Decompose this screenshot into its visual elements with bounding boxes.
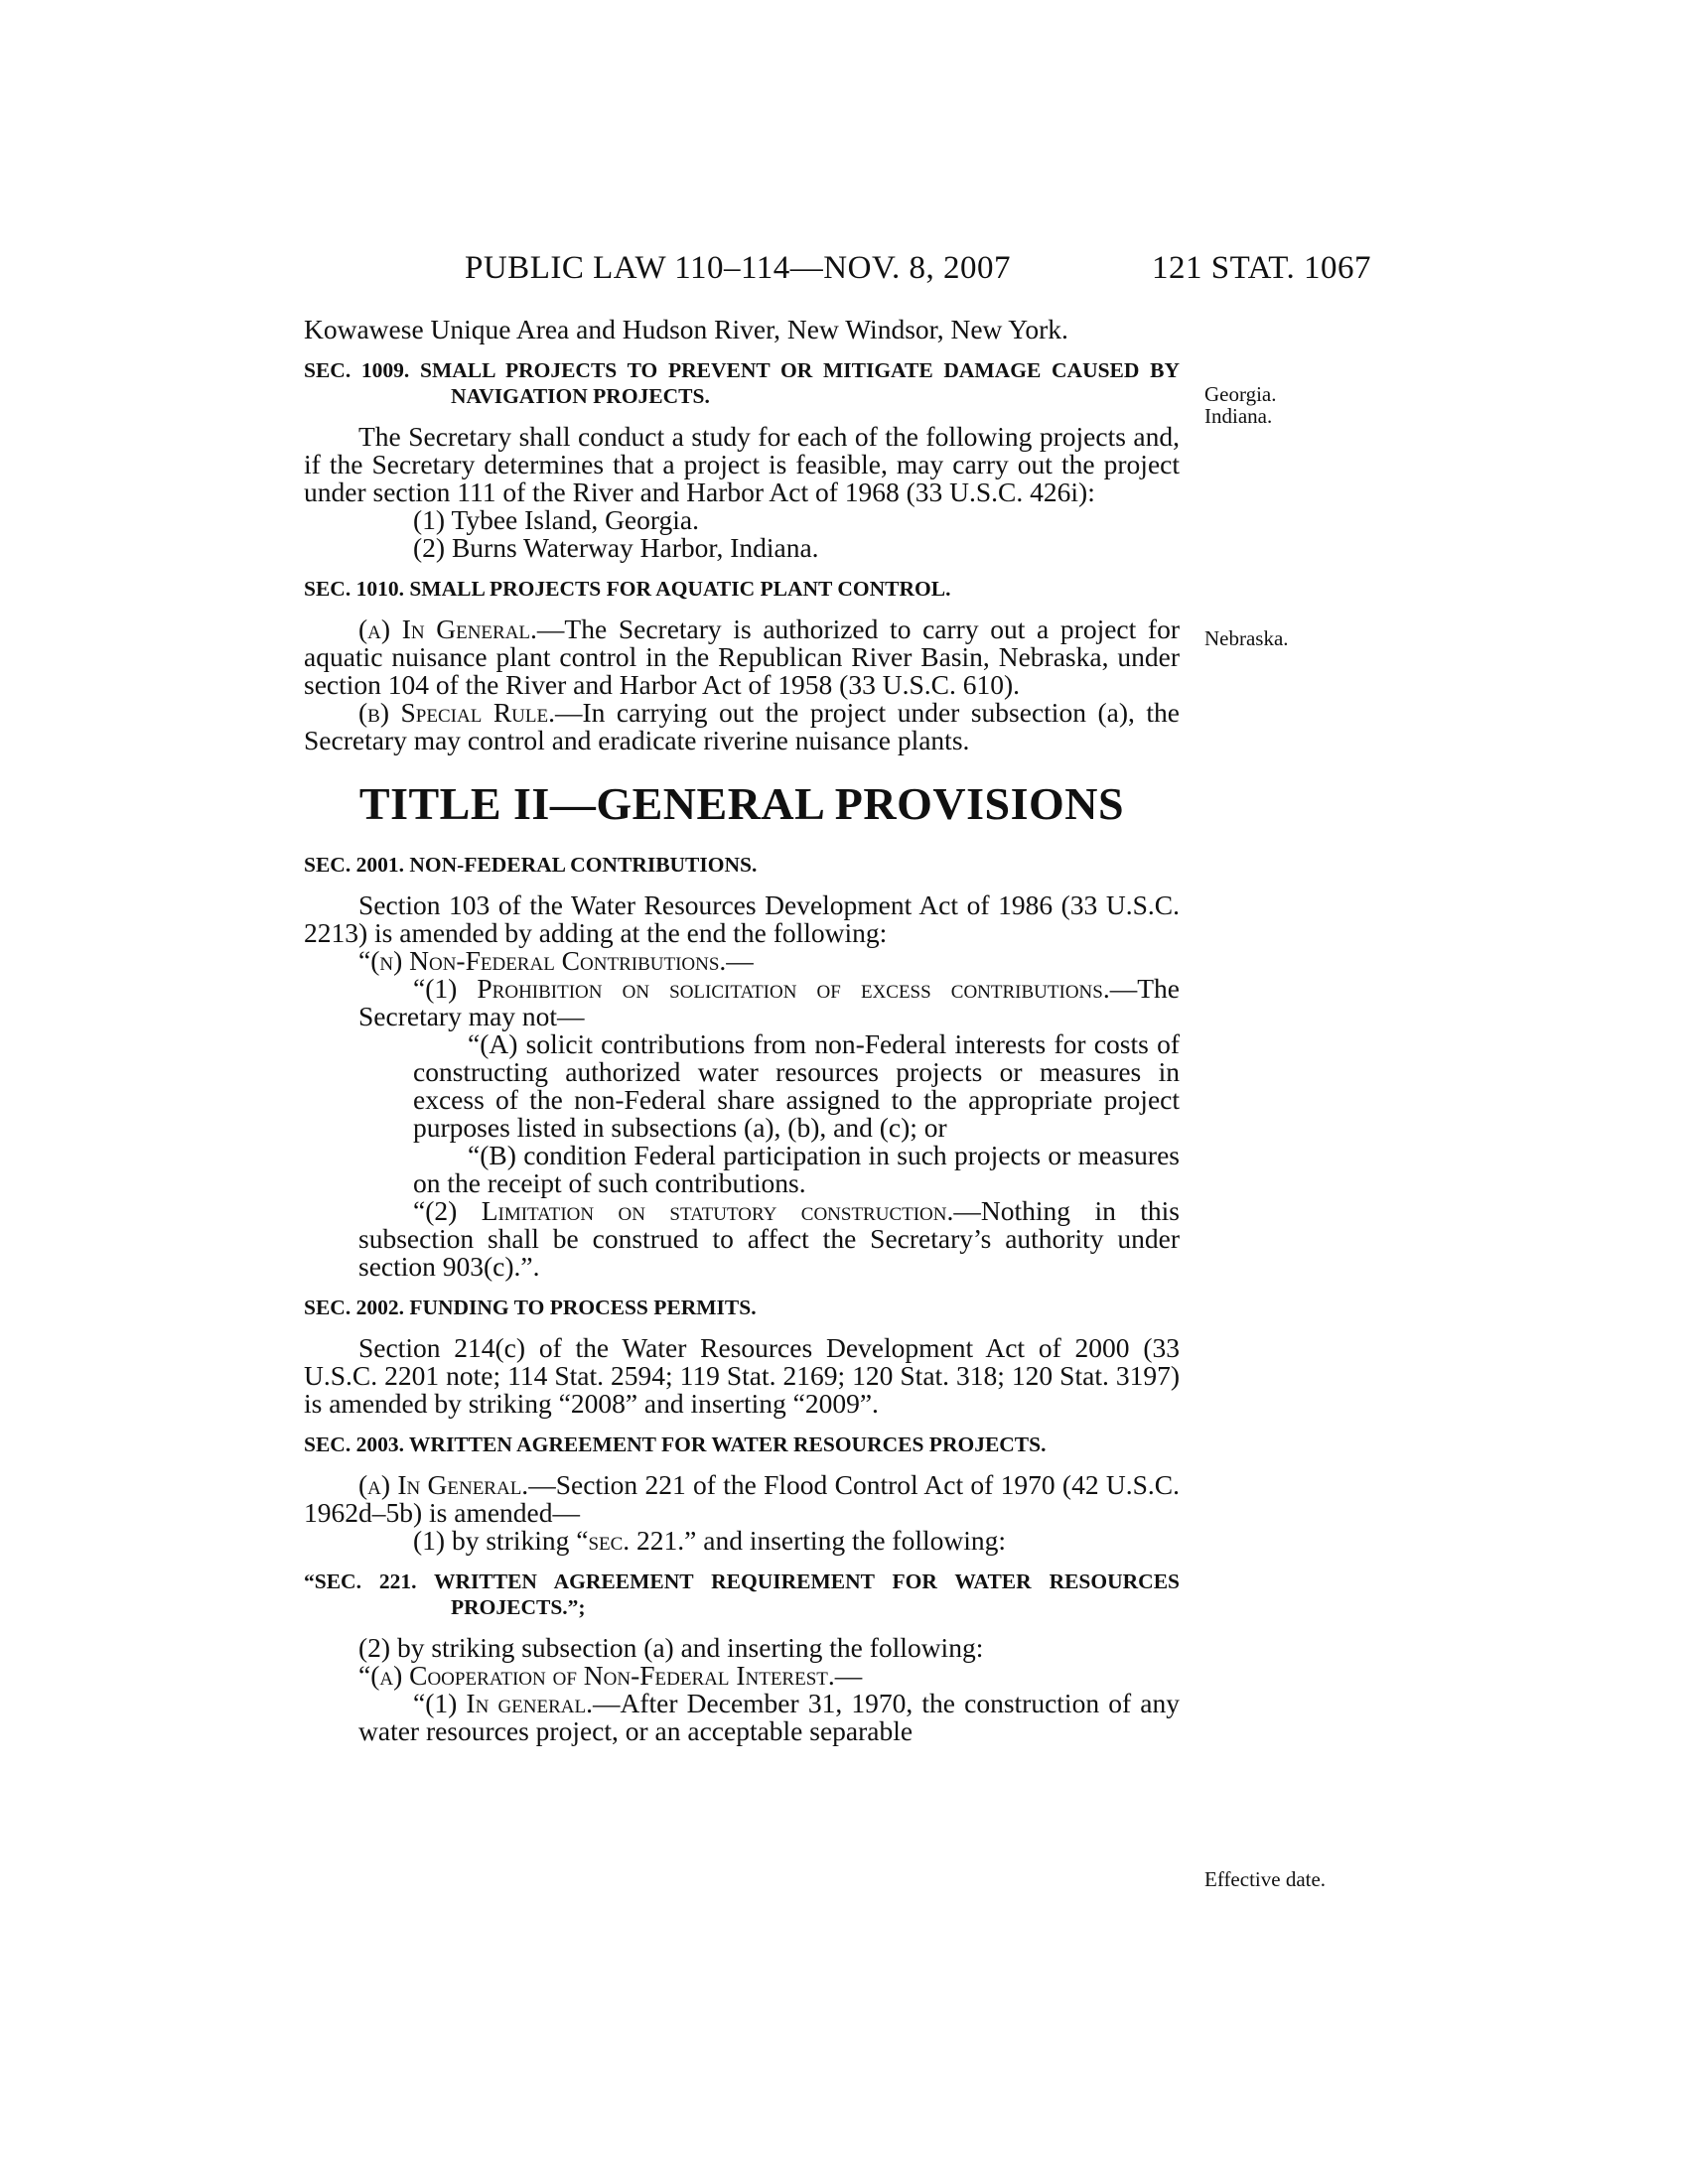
sec-2003-q1: [304, 1690, 1180, 1745]
sec-2003-quoted-heading: “SEC. 221. WRITTEN AGREEMENT REQUIREMENT FOR WATER RESOURCES PROJECTS.”;: [304, 1570, 1180, 1619]
sec-2003-q1-text: —After December 31, 1970, the construction of any water resources project, or an acceptable separable: [358, 1688, 1180, 1746]
sec-1009-heading: SEC. 1009. SMALL PROJECTS TO PREVENT OR MITIGATE DAMAGE CAUSED BY NAVIGATION PROJECTS.: [304, 358, 1180, 408]
margin-note-georgia: Georgia.: [1204, 382, 1277, 406]
sec-2003-item-2: (2) by striking subsection (a) and inserting the following:: [358, 1632, 984, 1663]
margin-note-effective-date: Effective date.: [1204, 1867, 1327, 1891]
sec-2001-B: “(B) condition Federal participation in such projects or measures on the receipt of such contributions.: [413, 1140, 1180, 1198]
sec-2001-p2: [304, 1197, 1180, 1281]
sec-1009-item-1: (1) Tybee Island, Georgia.: [413, 504, 700, 535]
title-ii-heading: TITLE II—GENERAL PROVISIONS: [358, 778, 1125, 829]
sec-2001-n-label: “(n) Non-Federal Contributions.—: [358, 945, 754, 976]
sec-2003-a-text: —Section 221 of the Flood Control Act of 1970 (42 U.S.C. 1962d–5b) is amended—: [304, 1469, 1180, 1528]
sec-2003-item-1-post: ” and inserting the following:: [684, 1525, 1006, 1556]
sec-2002-text: Section 214(c) of the Water Resources Development Act of 2000 (33 U.S.C. 2201 note; 114 Stat. 2594; 119 Stat. 2169; 120 Stat. 318; 120 Stat. 3197) is amended by striking “2008” and inserting “2009”.: [304, 1332, 1180, 1419]
running-header-title: PUBLIC LAW 110–114—NOV. 8, 2007: [465, 250, 1012, 286]
sec-2003-a: [304, 1471, 1180, 1527]
sec-1010-a: [304, 615, 1180, 699]
sec-1010-a-text: —The Secretary is authorized to carry out a project for aquatic nuisance plant control in the Republican River Basin, Nebraska, under section 104 of the River and Harbor Act of 1958 (33 U.S.C. 610).: [304, 614, 1180, 700]
body-text: [304, 316, 1180, 1745]
sec-2003-a-label: (a) In General.: [358, 1469, 529, 1500]
sec-2003-item-1-sc: sec. 221.: [588, 1525, 685, 1556]
sec-2001-p2-text: —Nothing in this subsection shall be construed to affect the Secretary’s authority under section 903(c).”.: [358, 1195, 1180, 1282]
sec-2002-heading: SEC. 2002. FUNDING TO PROCESS PERMITS.: [304, 1296, 757, 1319]
sec-1010-b-label: (b) Special Rule.: [358, 697, 555, 728]
sec-2001-heading: SEC. 2001. NON-FEDERAL CONTRIBUTIONS.: [304, 853, 758, 877]
running-header-stat: 121 STAT. 1067: [1152, 250, 1372, 286]
sec-2001-p1: [304, 975, 1180, 1030]
continuation-paragraph: Kowawese Unique Area and Hudson River, New Windsor, New York.: [304, 314, 1068, 344]
sec-2003-qa-label: “(a) Cooperation of Non-Federal Interest.—: [358, 1660, 863, 1691]
sec-1010-heading: SEC. 1010. SMALL PROJECTS FOR AQUATIC PLANT CONTROL.: [304, 577, 951, 601]
sec-1010-a-label: (a) In General.: [358, 614, 537, 644]
sec-1009-item-2: (2) Burns Waterway Harbor, Indiana.: [413, 532, 819, 563]
margin-note-nebraska: Nebraska.: [1204, 626, 1289, 650]
sec-2001-p2-label: “(2) Limitation on statutory construction.: [413, 1195, 954, 1226]
sec-1009-text: The Secretary shall conduct a study for each of the following projects and, if the Secretary determines that a project is feasible, may carry out the project under section 111 of the River and Harbor Act of 1968 (33 U.S.C. 426i):: [304, 421, 1180, 507]
sec-1010-b: [304, 699, 1180, 754]
sec-2003-heading: SEC. 2003. WRITTEN AGREEMENT FOR WATER RESOURCES PROJECTS.: [304, 1433, 1047, 1456]
sec-2001-text: Section 103 of the Water Resources Development Act of 1986 (33 U.S.C. 2213) is amended by adding at the end the following:: [304, 889, 1180, 948]
sec-2001-p1-text: —The Secretary may not—: [358, 973, 1180, 1031]
sec-2001-A: “(A) solicit contributions from non-Federal interests for costs of constructing authorized water resources projects or measures in excess of the non-Federal share assigned to the appropriate project purposes listed in subsections (a), (b), and (c); or: [413, 1028, 1180, 1143]
sec-2001-n: [304, 947, 1180, 975]
sec-2003-item-1-pre: (1) by striking “: [413, 1525, 589, 1556]
sec-2001-p1-label: “(1) Prohibition on solicitation of excess contributions.: [413, 973, 1110, 1004]
sec-2003-qa: [304, 1662, 1180, 1690]
sec-2003-item-1: [304, 1527, 1180, 1555]
sec-1010-b-text: —In carrying out the project under subsection (a), the Secretary may control and eradicate riverine nuisance plants.: [304, 697, 1180, 755]
margin-note-indiana: Indiana.: [1204, 404, 1273, 428]
sec-2003-q1-label: “(1) In general.: [413, 1688, 593, 1718]
